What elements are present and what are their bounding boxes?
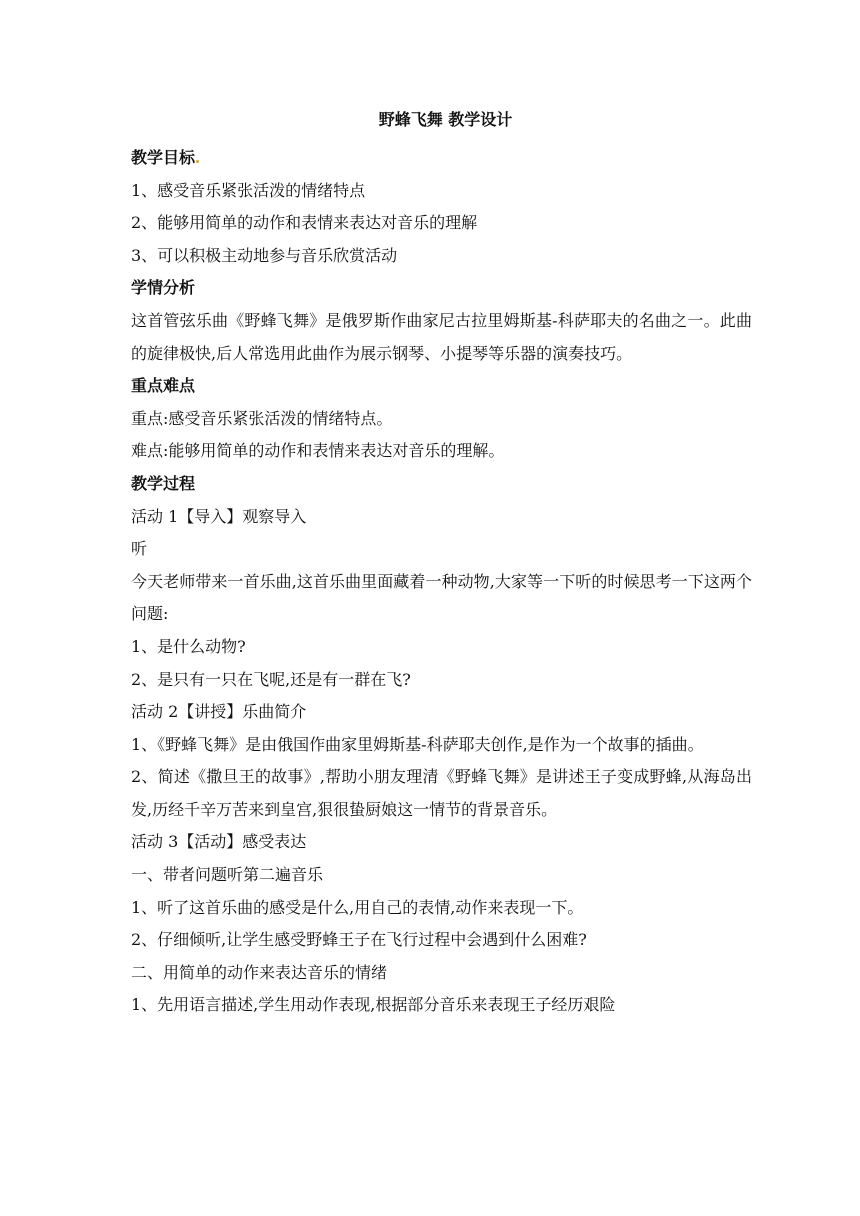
activity-2-item-1: 1、《野蜂飞舞》是由俄国作曲家里姆斯基-科萨耶夫创作,是作为一个故事的插曲。 [131,734,704,754]
heading-teaching-goals: 教学目标 [131,142,752,175]
activity-2-item-2: 2、简述《撒旦王的故事》,帮助小朋友理清《野蜂飞舞》是讲述王子变成野蜂,从海岛出发,历经千辛万苦来到皇宫,狠很蛰厨娘这一情节的背景音乐。 [131,767,752,819]
goal-item-1: 1、感受音乐紧张活泼的情绪特点 [131,180,366,200]
goal-item-2: 2、能够用简单的动作和表情来表达对音乐的理解 [131,213,478,233]
activity-1-listen: 听 [131,539,148,559]
key-point-text: 重点:感受音乐紧张活泼的情绪特点。 [131,408,393,428]
activity-3-item-1: 1、听了这首乐曲的感受是什么,用自己的表情,动作来表现一下。 [131,897,584,917]
goal-item-3: 3、可以积极主动地参与音乐欣赏活动 [131,245,398,265]
learner-analysis-paragraph: 这首管弦乐曲《野蜂飞舞》是俄罗斯作曲家尼古拉里姆斯基-科萨耶夫的名曲之一。此曲的旋律极快,后人常选用此曲作为展示钢琴、小提琴等乐器的演奏技巧。 [131,310,752,363]
heading-teaching-process: 教学过程 [131,473,196,493]
activity-3-item-3: 1、先用语言描述,学生用动作表现,根据部分音乐来表现王子经历艰险 [131,995,616,1015]
activity-1-question-2: 2、是只有一只在飞呢,还是有一群在飞? [131,669,411,689]
activity-1-title: 活动 1【导入】观察导入 [131,506,307,526]
document-title: 野蜂飞舞 教学设计 [378,110,513,129]
edit-mark-icon [196,160,199,163]
heading-learner-analysis: 学情分析 [131,278,196,298]
difficult-point-text: 难点:能够用简单的动作和表情来表达对音乐的理解。 [131,441,505,461]
heading-key-points: 重点难点 [131,376,196,396]
activity-3-item-2: 2、仔细倾听,让学生感受野蜂王子在飞行过程中会遇到什么困难? [131,930,587,950]
activity-3-section-2: 二、用简单的动作来表达音乐的情绪 [131,962,388,982]
activity-3-title: 活动 3【活动】感受表达 [131,832,307,852]
activity-1-intro-paragraph: 今天老师带来一首乐曲,这首乐曲里面藏着一种动物,大家等一下听的时候思考一下这两个问题: [131,571,752,624]
activity-2-title: 活动 2【讲授】乐曲简介 [131,702,307,722]
activity-3-section-1: 一、带者问题听第二遍音乐 [131,865,324,885]
activity-1-question-1: 1、是什么动物? [131,636,246,656]
